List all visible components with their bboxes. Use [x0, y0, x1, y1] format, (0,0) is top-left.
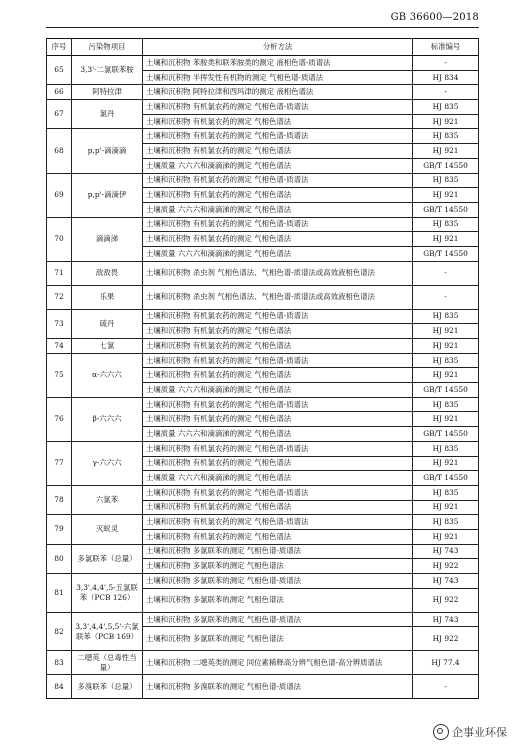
analysis-method: 土壤质量 六六六和滴滴涕的测定 气相色谱法: [143, 246, 413, 261]
table-body: [47, 56, 479, 699]
row-number: 83: [47, 651, 72, 675]
table-row: [47, 397, 479, 412]
analysis-method: 土壤和沉积物 多氯联苯的测定 气相色谱-质谱法: [143, 612, 413, 627]
pollutant-name: p,p'-滴滴伊: [72, 173, 143, 217]
standard-number: HJ 835: [413, 515, 479, 530]
document-code: GB 36600—2018: [390, 12, 479, 23]
table-row: [47, 309, 479, 324]
analysis-method: 土壤和沉积物 有机氯农药的测定 气相色谱-质谱法: [143, 173, 413, 188]
row-number: 71: [47, 261, 72, 285]
col-header-pollutant: 污染物项目: [72, 39, 143, 56]
row-number: 84: [47, 675, 72, 699]
analysis-method: 土壤和沉积物 杀虫剂 气相色谱法、气相色谱-质谱法或高效液相色谱法: [143, 285, 413, 309]
wechat-icon: [433, 724, 449, 740]
analysis-method: 土壤质量 六六六和滴滴涕的测定 气相色谱法: [143, 427, 413, 442]
row-number: 70: [47, 217, 72, 261]
analysis-method: 土壤和沉积物 半挥发性有机物的测定 气相色谱-质谱法: [143, 70, 413, 85]
table-row: [47, 441, 479, 456]
row-number: 74: [47, 339, 72, 354]
analysis-method: 土壤和沉积物 有机氯农药的测定 气相色谱法: [143, 412, 413, 427]
standard-number: HJ 835: [413, 309, 479, 324]
pollutant-name: 敌敌畏: [72, 261, 143, 285]
row-number: 67: [47, 100, 72, 129]
standard-number: -: [413, 85, 479, 100]
analysis-method: 土壤和沉积物 有机氯农药的测定 气相色谱法: [143, 456, 413, 471]
pollutant-name: 多氯联苯（总量）: [72, 544, 143, 573]
analysis-method: 土壤质量 六六六和滴滴涕的测定 气相色谱法: [143, 202, 413, 217]
standard-number: GB/T 14550: [413, 383, 479, 398]
pollutant-name: 3,3',4,4',5,5'-六氯联苯（PCB 169）: [72, 612, 143, 651]
standard-number: HJ 921: [413, 339, 479, 354]
pollutant-name: 氯丹: [72, 100, 143, 129]
standard-number: HJ 921: [413, 144, 479, 159]
row-number: 68: [47, 129, 72, 173]
standard-number: -: [413, 285, 479, 309]
standard-number: HJ 921: [413, 500, 479, 515]
standard-number: HJ 921: [413, 114, 479, 129]
analysis-method: 土壤和沉积物 有机氯农药的测定 气相色谱法: [143, 324, 413, 339]
table-row: [47, 85, 479, 100]
row-number: 72: [47, 285, 72, 309]
pollutant-name: p,p'-滴滴滴: [72, 129, 143, 173]
col-header-no: 序号: [47, 39, 72, 56]
table-row: [47, 285, 479, 309]
row-number: 73: [47, 309, 72, 338]
standard-number: HJ 835: [413, 353, 479, 368]
row-number: 82: [47, 612, 72, 651]
standard-number: HJ 834: [413, 70, 479, 85]
analysis-method: 土壤和沉积物 有机氯农药的测定 气相色谱法: [143, 368, 413, 383]
analysis-method: 土壤和沉积物 苯胺类和联苯胺类的测定 液相色谱-质谱法: [143, 56, 413, 71]
pollutant-name: γ-六六六: [72, 441, 143, 485]
table-row: [47, 353, 479, 368]
analysis-method: 土壤和沉积物 有机氯农药的测定 气相色谱-质谱法: [143, 397, 413, 412]
table-row: [47, 612, 479, 627]
watermark: [433, 724, 507, 740]
table-row: [47, 544, 479, 559]
pollutant-name: 二噁英（总毒性当量）: [72, 651, 143, 675]
col-header-standard: 标准编号: [413, 39, 479, 56]
standard-number: GB/T 14550: [413, 158, 479, 173]
standard-number: -: [413, 675, 479, 699]
analysis-method: 土壤和沉积物 有机氯农药的测定 气相色谱-质谱法: [143, 129, 413, 144]
analysis-method: 土壤和沉积物 有机氯农药的测定 气相色谱-质谱法: [143, 515, 413, 530]
analysis-method: 土壤和沉积物 有机氯农药的测定 气相色谱-质谱法: [143, 309, 413, 324]
standard-number: HJ 921: [413, 232, 479, 247]
standard-number: -: [413, 56, 479, 71]
pollutant-name: 硫丹: [72, 309, 143, 338]
table-header-row: [47, 39, 479, 56]
row-number: 79: [47, 515, 72, 544]
analysis-method: 土壤和沉积物 有机氯农药的测定 气相色谱法: [143, 188, 413, 203]
analysis-method: 土壤和沉积物 阿特拉津和西玛津的测定 液相色谱法: [143, 85, 413, 100]
analysis-method-table: [46, 38, 479, 699]
table-row: [47, 485, 479, 500]
table-row: [47, 261, 479, 285]
table-row: [47, 173, 479, 188]
table-row: [47, 675, 479, 699]
row-number: 78: [47, 485, 72, 514]
standard-number: HJ 835: [413, 100, 479, 115]
watermark-text: 企事业环保: [452, 726, 507, 739]
analysis-method: 土壤和沉积物 有机氯农药的测定 气相色谱-质谱法: [143, 485, 413, 500]
analysis-method: 土壤和沉积物 有机氯农药的测定 气相色谱-质谱法: [143, 100, 413, 115]
standard-number: -: [413, 261, 479, 285]
analysis-method: 土壤和沉积物 有机氯农药的测定 气相色谱法: [143, 500, 413, 515]
analysis-method: 土壤质量 六六六和滴滴涕的测定 气相色谱法: [143, 158, 413, 173]
analysis-method: 土壤和沉积物 杀虫剂 气相色谱法、气相色谱-质谱法或高效液相色谱法: [143, 261, 413, 285]
pollutant-name: 六氯苯: [72, 485, 143, 514]
standard-number: HJ 743: [413, 612, 479, 627]
analysis-method: 土壤和沉积物 有机氯农药的测定 气相色谱-质谱法: [143, 441, 413, 456]
analysis-method: 土壤质量 六六六和滴滴涕的测定 气相色谱法: [143, 383, 413, 398]
standard-number: HJ 921: [413, 368, 479, 383]
standard-number: HJ 743: [413, 544, 479, 559]
pollutant-name: 七氯: [72, 339, 143, 354]
row-number: 69: [47, 173, 72, 217]
standard-number: HJ 922: [413, 627, 479, 651]
pollutant-name: α-六六六: [72, 353, 143, 397]
standard-number: HJ 921: [413, 412, 479, 427]
standard-number: GB/T 14550: [413, 202, 479, 217]
pollutant-name: β-六六六: [72, 397, 143, 441]
header-rule: [46, 27, 479, 28]
standard-number: GB/T 14550: [413, 471, 479, 486]
pollutant-name: 灭蚁灵: [72, 515, 143, 544]
table-row: [47, 339, 479, 354]
table-row: [47, 574, 479, 589]
row-number: 80: [47, 544, 72, 573]
analysis-method: 土壤和沉积物 多氯联苯的测定 气相色谱法: [143, 588, 413, 612]
standard-number: HJ 743: [413, 574, 479, 589]
analysis-method: 土壤和沉积物 二噁英类的测定 同位素稀释高分辨气相色谱-高分辨质谱法: [143, 651, 413, 675]
pollutant-name: 3,3'-二氯联苯胺: [72, 56, 143, 85]
standard-number: HJ 77.4: [413, 651, 479, 675]
analysis-method: 土壤和沉积物 多溴联苯的测定 气相色谱-质谱法: [143, 675, 413, 699]
row-number: 66: [47, 85, 72, 100]
standard-number: HJ 835: [413, 217, 479, 232]
standard-number: HJ 921: [413, 188, 479, 203]
standard-number: HJ 922: [413, 588, 479, 612]
standard-number: HJ 835: [413, 485, 479, 500]
analysis-method: 土壤和沉积物 多氯联苯的测定 气相色谱法: [143, 627, 413, 651]
table-row: [47, 100, 479, 115]
standard-number: HJ 835: [413, 441, 479, 456]
pollutant-name: 乐果: [72, 285, 143, 309]
pollutant-name: 多溴联苯（总量）: [72, 675, 143, 699]
table-row: [47, 515, 479, 530]
analysis-method: 土壤和沉积物 有机氯农药的测定 气相色谱法: [143, 114, 413, 129]
pollutant-name: 阿特拉津: [72, 85, 143, 100]
standard-number: HJ 921: [413, 456, 479, 471]
analysis-method: 土壤和沉积物 多氯联苯的测定 气相色谱法: [143, 559, 413, 574]
pollutant-name: 滴滴涕: [72, 217, 143, 261]
row-number: 65: [47, 56, 72, 85]
row-number: 81: [47, 574, 72, 613]
table-row: [47, 217, 479, 232]
standard-number: HJ 835: [413, 129, 479, 144]
standard-number: HJ 835: [413, 397, 479, 412]
standard-number: HJ 921: [413, 529, 479, 544]
analysis-method: 土壤和沉积物 多氯联苯的测定 气相色谱-质谱法: [143, 574, 413, 589]
analysis-method: 土壤和沉积物 多氯联苯的测定 气相色谱-质谱法: [143, 544, 413, 559]
analysis-method: 土壤质量 六六六和滴滴涕的测定 气相色谱法: [143, 471, 413, 486]
analysis-method: 土壤和沉积物 有机氯农药的测定 气相色谱法: [143, 529, 413, 544]
standard-number: GB/T 14550: [413, 246, 479, 261]
analysis-method: 土壤和沉积物 有机氯农药的测定 气相色谱-质谱法: [143, 217, 413, 232]
row-number: 77: [47, 441, 72, 485]
pollutant-name: 3,3',4,4',5-五氯联苯（PCB 126）: [72, 574, 143, 613]
analysis-method: 土壤和沉积物 有机氯农药的测定 气相色谱法: [143, 232, 413, 247]
table-row: [47, 651, 479, 675]
analysis-method: 土壤和沉积物 有机氯农药的测定 气相色谱法: [143, 339, 413, 354]
table-row: [47, 129, 479, 144]
standard-number: HJ 921: [413, 324, 479, 339]
table-row: [47, 56, 479, 71]
standard-number: HJ 922: [413, 559, 479, 574]
col-header-method: 分析方法: [143, 39, 413, 56]
analysis-method: 土壤和沉积物 有机氯农药的测定 气相色谱-质谱法: [143, 353, 413, 368]
standard-number: HJ 835: [413, 173, 479, 188]
analysis-method: 土壤和沉积物 有机氯农药的测定 气相色谱法: [143, 144, 413, 159]
standard-number: GB/T 14550: [413, 427, 479, 442]
row-number: 75: [47, 353, 72, 397]
row-number: 76: [47, 397, 72, 441]
